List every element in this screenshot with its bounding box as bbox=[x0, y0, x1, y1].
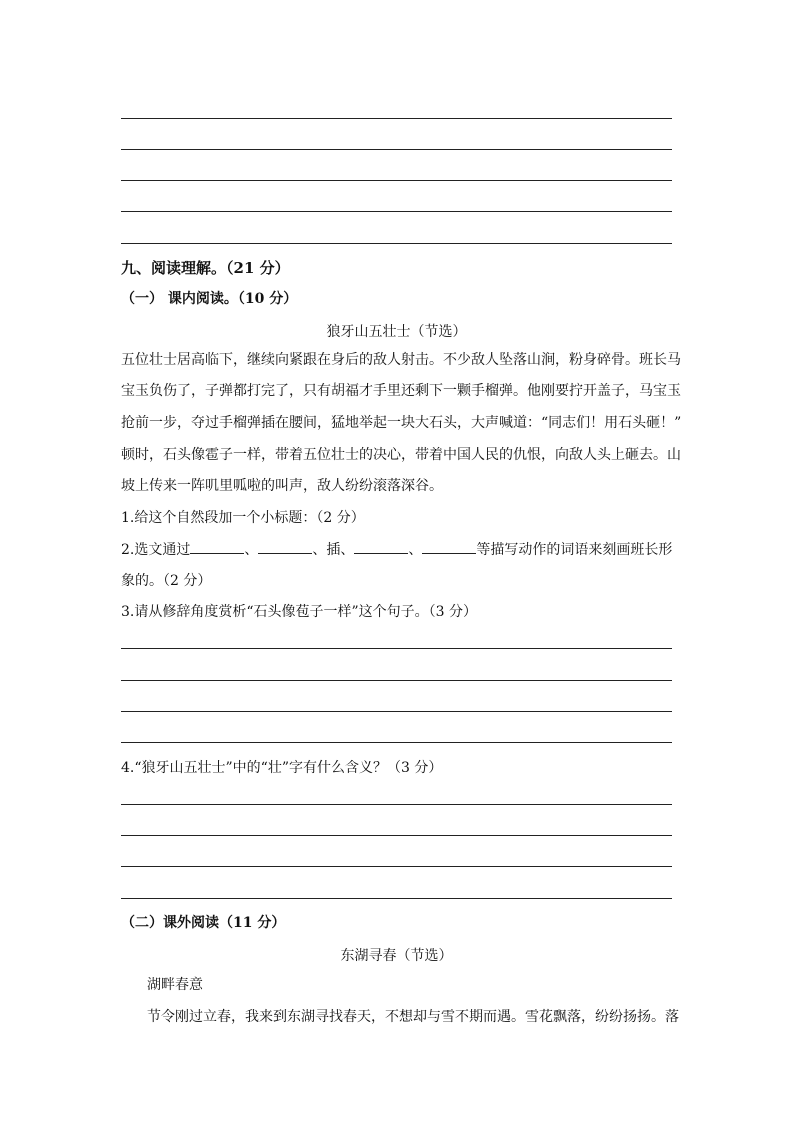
answer-line[interactable] bbox=[121, 898, 672, 899]
question-2-cont: 象的。（2 分） bbox=[121, 573, 212, 589]
q2-blank-4[interactable] bbox=[422, 539, 476, 554]
question-4: 4.“狼牙山五壮士”中的“壮”字有什么含义？（3 分） bbox=[121, 760, 443, 776]
passage-line: 抢前一步，夺过手榴弹插在腰间，猛地举起一块大石头，大声喊道：“同志们！用石头砸！” bbox=[121, 415, 682, 431]
question-3: 3.请从修辞角度赏析“石头像苞子一样”这个句子。（3 分） bbox=[121, 604, 478, 620]
q2-blank-3[interactable] bbox=[354, 539, 408, 554]
passage-line: 坡上传来一阵叽里呱啦的叫声，敌人纷纷滚落深谷。 bbox=[121, 478, 443, 494]
part1-title: （一） 课内阅读。（10 分） bbox=[121, 291, 298, 307]
passage-title: 狼牙山五壮士（节选） bbox=[326, 324, 467, 340]
answer-line[interactable] bbox=[121, 804, 672, 805]
q2-text: 等描写动作的词语来刻画班长形 bbox=[476, 542, 673, 558]
q2-blank-2[interactable] bbox=[258, 539, 312, 554]
answer-line[interactable] bbox=[121, 149, 672, 150]
answer-line[interactable] bbox=[121, 866, 672, 867]
question-1: 1.给这个自然段加一个小标题：（2 分） bbox=[121, 510, 365, 526]
question-2 bbox=[121, 539, 672, 560]
passage-line: 顿时，石头像雹子一样，带着五位壮士的决心，带着中国人民的仇恨，向敌人头上砸去。山 bbox=[121, 447, 681, 463]
q2-text: 、插、 bbox=[312, 542, 355, 558]
answer-line[interactable] bbox=[121, 742, 672, 743]
passage-line: 五位壮士居高临下，继续向紧跟在身后的敌人射击。不少敌人坠落山涧，粉身碎骨。班长马 bbox=[121, 352, 681, 368]
answer-line[interactable] bbox=[121, 243, 672, 244]
q2-text: 、 bbox=[408, 542, 423, 558]
answer-line[interactable] bbox=[121, 711, 672, 712]
part2-title: （二）课外阅读（11 分） bbox=[121, 915, 286, 931]
answer-line[interactable] bbox=[121, 211, 672, 212]
answer-line[interactable] bbox=[121, 680, 672, 681]
passage2-title: 东湖寻春（节选） bbox=[340, 948, 453, 964]
answer-line[interactable] bbox=[121, 118, 672, 119]
section-title: 九、阅读理解。（21 分） bbox=[121, 259, 290, 277]
answer-line[interactable] bbox=[121, 835, 672, 836]
passage2-line: 节令刚过立春，我来到东湖寻找春天，不想却与雪不期而遇。雪花飘落，纷纷扬扬。落 bbox=[147, 1009, 679, 1025]
q2-text: 2.选文通过 bbox=[121, 542, 191, 558]
answer-line[interactable] bbox=[121, 180, 672, 181]
q2-blank-1[interactable] bbox=[190, 539, 244, 554]
passage2-subhead: 湖畔春意 bbox=[147, 977, 203, 993]
answer-line[interactable] bbox=[121, 648, 672, 649]
q2-text: 、 bbox=[244, 542, 259, 558]
passage-line: 宝玉负伤了，子弹都打完了，只有胡福才手里还剩下一颗手榴弹。他刚要拧开盖子，马宝玉 bbox=[121, 383, 681, 399]
